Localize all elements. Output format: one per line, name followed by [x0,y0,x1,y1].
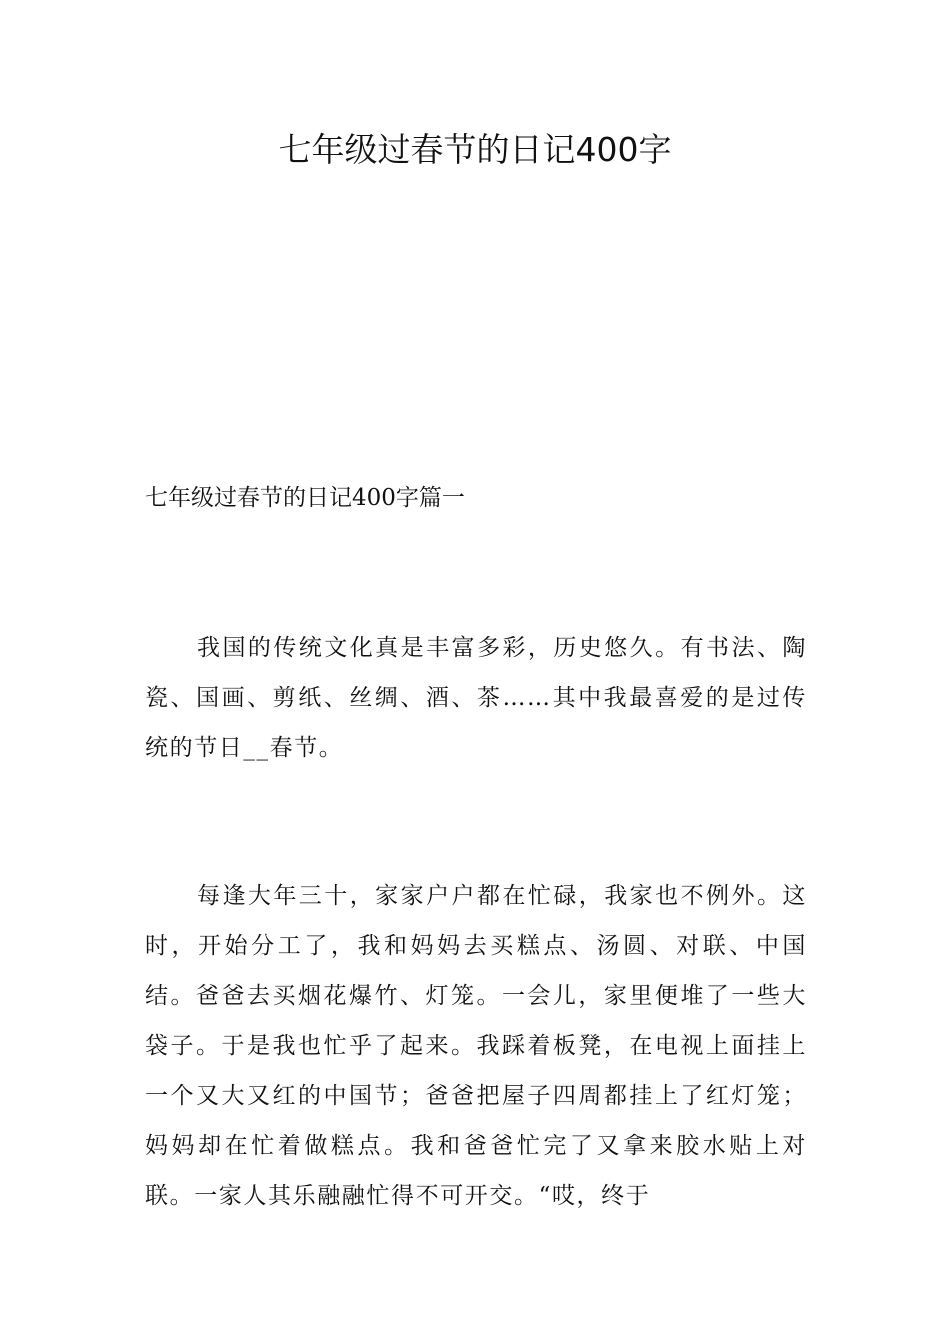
body-paragraph: 我国的传统文化真是丰富多彩，历史悠久。有书法、陶瓷、国画、剪纸、丝绸、酒、茶……其中我最喜爱的是过传统的节日__春节。 [145,635,807,761]
section-heading: 七年级过春节的日记400字篇一 [145,485,465,511]
body-paragraph: 每逢大年三十，家家户户都在忙碌，我家也不例外。这时，开始分工了，我和妈妈去买糕点、汤圆、对联、中国结。爸爸去买烟花爆竹、灯笼。一会儿，家里便堆了一些大袋子。于是我也忙乎了起来。我踩着板凳，在电视上面挂上一个又大又红的中国节；爸爸把屋子四周都挂上了红灯笼；妈妈却在忙着做糕点。我和爸爸忙完了又拿来胶水贴上对联。一家人其乐融融忙得不可开交。“哎，终于 [145,883,807,1209]
document-title: 七年级过春节的日记400字 [278,130,672,169]
